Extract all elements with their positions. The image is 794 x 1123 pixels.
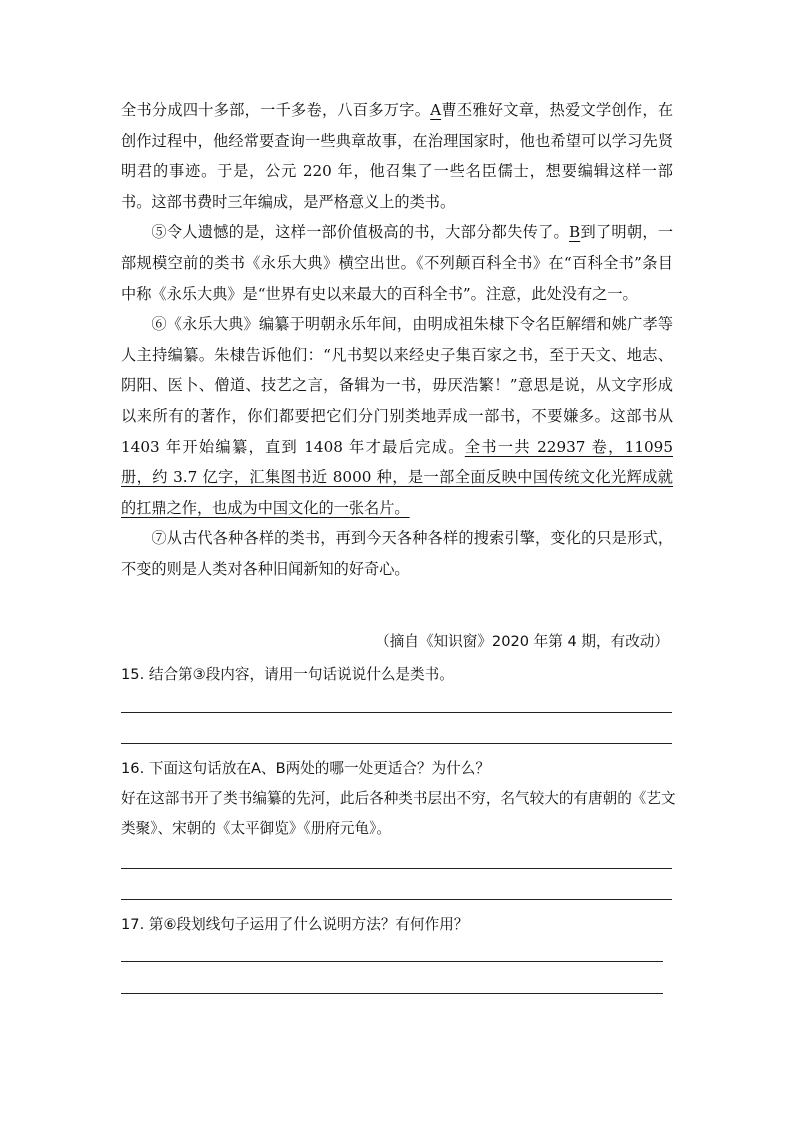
paragraph-4 [121, 95, 673, 217]
p5-text: ⑤令人遗憾的是，这样一部价值极高的书，大部分都失传了。 [151, 223, 570, 242]
p5-rest: 到了明朝，一部规模空前的类书《永乐大典》横空出世。《不列颠百科全书》在“百科全书”条目中称《永乐大典》是“世界有史以来最大的百科全书”。注意，此处没有之一。 [121, 223, 674, 303]
answer-line-17-1[interactable] [121, 961, 663, 962]
p4-rest: 曹丕雅好文章，热爱文学创作，在创作过程中，他经常要查询一些典章故事，在治理国家时，他也希望可以学习先贤明君的事迹。于是，公元 220 年，他召集了一些名臣儒士，想要编辑这样一部书。这部书费时三年编成，是严格意义上的类书。 [121, 101, 674, 211]
p6-text: ⑥《永乐大典》编纂于明朝永乐年间，由明成祖朱棣下令名臣解缙和姚广孝等人主持编纂。朱棣告诉他们：“凡书契以来经史子集百家之书，至于天文、地志、阴阳、医卜、僧道、技艺之言，备辑为一书，毋厌浩繁！”意思是说，从文字形成以来所有的著作，你们都要把它们分门别类地弄成一部书，不要嫌多。这部书从 1403 年开始编纂，直到 1408 年才最后完成。 [121, 315, 673, 456]
question-16-sentence: 好在这部书开了类书编纂的先河，此后各种类书层出不穷，名气较大的有唐朝的《艺文类聚》、宋朝的《太平御览》《册府元龟》。 [121, 790, 676, 837]
p4-text: 全书分成四十多部，一千多卷，八百多万字。 [121, 101, 431, 119]
paragraph-6 [121, 309, 673, 523]
question-16 [121, 754, 681, 844]
source-note: （摘自《知识窗》2020 年第 4 期，有改动） [375, 633, 669, 650]
question-17-text: 17. 第⑥段划线句子运用了什么说明方法？有何作用？ [121, 916, 469, 933]
question-16-text: 16. 下面这句话放在A、B两处的哪一处更适合？为什么？ [121, 760, 490, 777]
answer-line-16-2[interactable] [121, 899, 672, 900]
question-17 [121, 910, 681, 940]
marker-a: A [430, 101, 442, 119]
marker-b: B [569, 223, 581, 242]
answer-line-17-2[interactable] [121, 993, 663, 994]
paragraph-7: ⑦从古代各种各样的类书，再到今天各种各样的搜索引擎，变化的只是形式，不变的则是人类对各种旧闻新知的好奇心。 [121, 529, 673, 578]
underlined-sentence: 全书一共 22937 卷，11095 册，约 3.7 亿字，汇集图书近 8000 种，是一部全面反映中国传统文化光辉成就的扛鼎之作，也成为中国文化的一张名片。 [121, 437, 673, 517]
question-15 [121, 660, 681, 690]
answer-line-15-1[interactable] [121, 712, 672, 713]
reading-passage [121, 95, 673, 585]
answer-line-16-1[interactable] [121, 868, 672, 869]
question-15-text: 15. 结合第③段内容，请用一句话说说什么是类书。 [121, 666, 454, 683]
answer-line-15-2[interactable] [121, 743, 672, 744]
paragraph-5 [121, 217, 673, 309]
